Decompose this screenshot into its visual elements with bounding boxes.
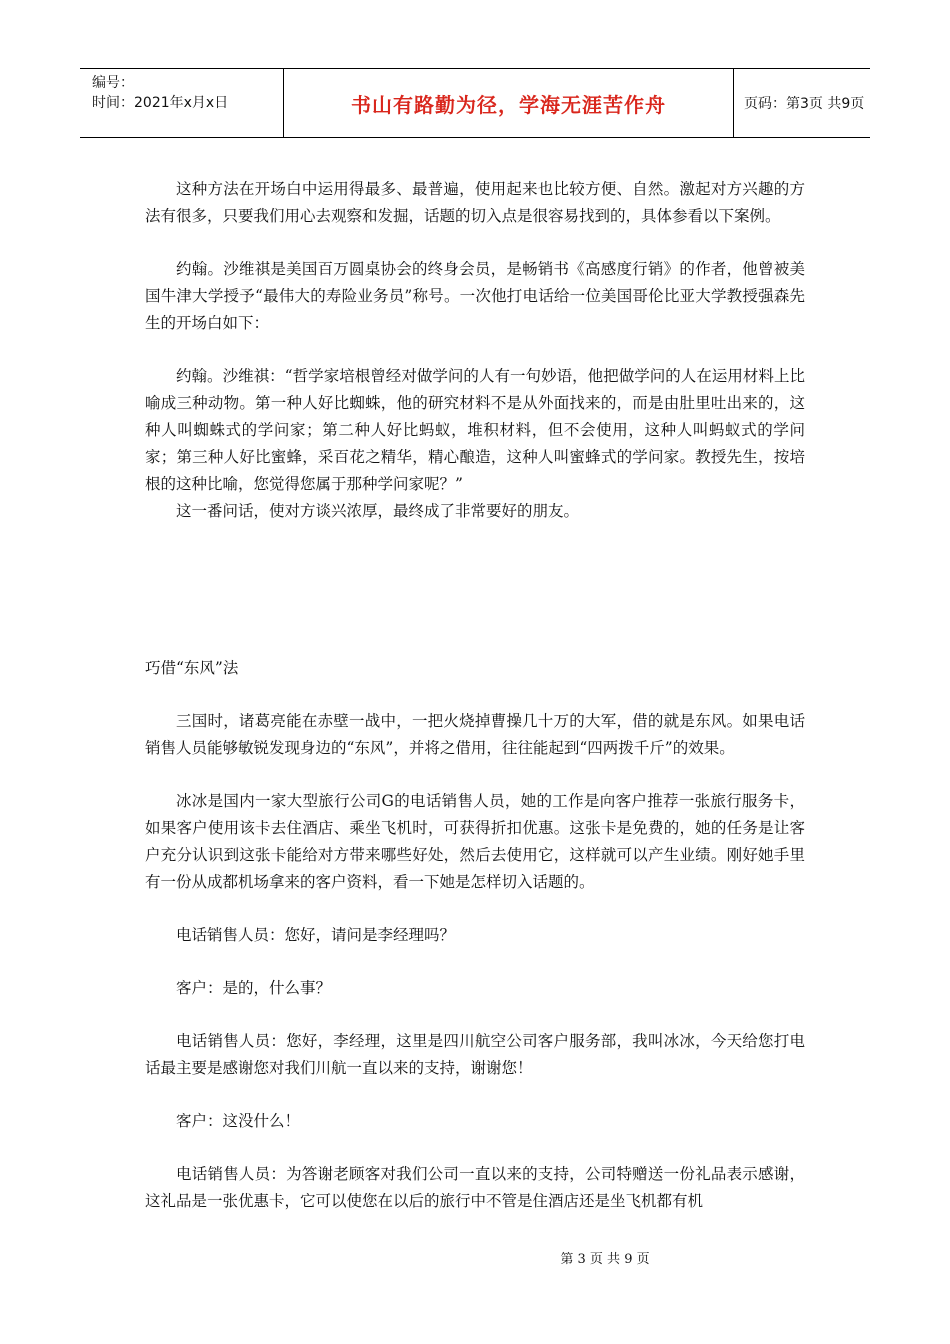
header-page-number: 页码：第3页 共9页 — [744, 96, 865, 112]
paragraph: 三国时，诸葛亮能在赤壁一战中，一把火烧掉曹操几十万的大军，借的就是东风。如果电话销售人员能够敏锐发现身边的“东风”，并将之借用，往往能起到“四两拨千斤”的效果。 — [145, 712, 805, 757]
dialogue-line: 客户：这没什么！ — [176, 1112, 301, 1130]
dialogue-line: 电话销售人员：您好，请问是李经理吗？ — [176, 926, 456, 944]
document-number: 编号： — [92, 75, 134, 91]
header-motto: 书山有路勤为径，学海无涯苦作舟 — [351, 92, 666, 117]
paragraph: 约翰。沙维祺：“哲学家培根曾经对做学问的人有一句妙语，他把做学问的人在运用材料上比喻成三种动物。第一种人好比蜘蛛，他的研究材料不是从外面找来的，而是由肚里吐出来的，这种人叫蜘蛛式的学问家；第二种人好比蚂蚁，堆积材料，但不会使用，这种人叫蚂蚁式的学问家；第三种人好比蜜蜂，采百花之精华，精心酿造，这种人叫蜜蜂式的学问家。教授先生，按培根的这种比喻，您觉得您属于那种学问家呢？” — [145, 367, 805, 493]
header-motto-cell — [284, 69, 734, 137]
header-meta — [80, 69, 284, 137]
dialogue-line: 电话销售人员：为答谢老顾客对我们公司一直以来的支持，公司特赠送一份礼品表示感谢，这礼品是一张优惠卡，它可以使您在以后的旅行中不管是住酒店还是坐飞机都有机 — [145, 1165, 805, 1210]
paragraph: 冰冰是国内一家大型旅行公司G的电话销售人员，她的工作是向客户推荐一张旅行服务卡，如果客户使用该卡去住酒店、乘坐飞机时，可获得折扣优惠。这张卡是免费的，她的任务是让客户充分认识到这张卡能给对方带来哪些好处，然后去使用它，这样就可以产生业绩。刚好她手里有一份从成都机场拿来的客户资料，看一下她是怎样切入话题的。 — [145, 792, 805, 891]
dialogue-line: 客户：是的，什么事？ — [176, 979, 332, 997]
document-date: 时间：2021年x月x日 — [92, 95, 229, 111]
paragraph: 约翰。沙维祺是美国百万圆桌协会的终身会员，是畅销书《高感度行销》的作者，他曾被美国牛津大学授予“最伟大的寿险业务员”称号。一次他打电话给一位美国哥伦比亚大学教授强森先生的开场白如下： — [145, 260, 805, 332]
dialogue-line: 电话销售人员：您好，李经理，这里是四川航空公司客户服务部，我叫冰冰，今天给您打电话最主要是感谢您对我们川航一直以来的支持，谢谢您！ — [145, 1032, 805, 1077]
page-footer: 第 3 页 共 9 页 — [560, 1252, 650, 1267]
page-header — [80, 68, 870, 138]
paragraph: 这种方法在开场白中运用得最多、最普遍，使用起来也比较方便、自然。激起对方兴趣的方法有很多，只要我们用心去观察和发掘，话题的切入点是很容易找到的，具体参看以下案例。 — [145, 180, 805, 225]
section-heading: 巧借“东风”法 — [145, 659, 239, 677]
document-body — [145, 176, 805, 1215]
paragraph: 这一番问话，使对方谈兴浓厚，最终成了非常要好的朋友。 — [176, 502, 580, 520]
